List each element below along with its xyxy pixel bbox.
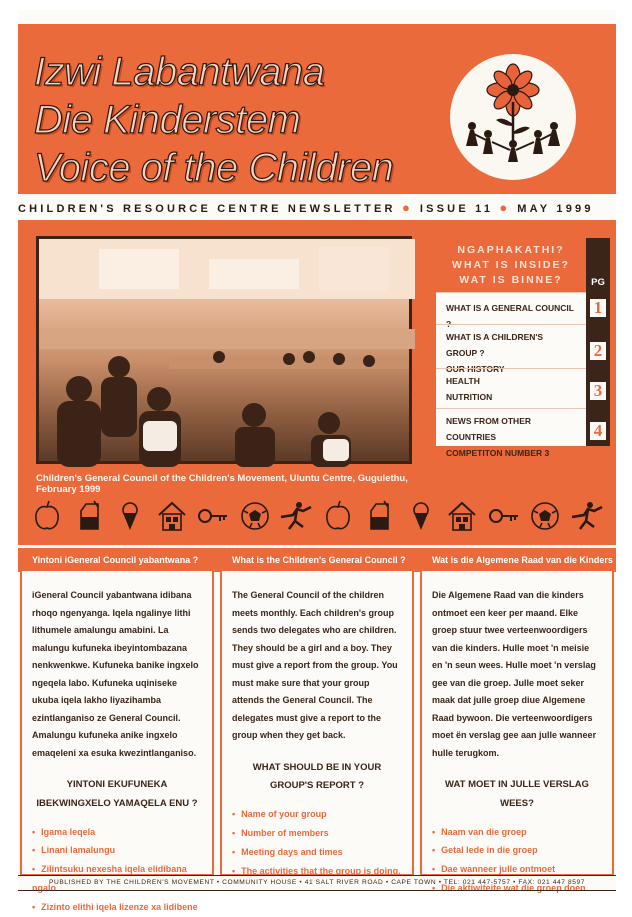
contents-box	[436, 238, 610, 459]
column-bullet-list	[32, 823, 202, 917]
contents-heading-english: WHAT IS INSIDE?	[452, 259, 570, 271]
list-item: • Die aktiwiteite wat die groep doen	[432, 879, 602, 898]
contents-item-label: WHAT IS A GENERAL COUNCIL ?	[446, 303, 574, 330]
house-icon	[155, 499, 189, 533]
publisher-footer: PUBLISHED BY THE CHILDREN'S MOVEMENT • COMMUNITY HOUSE • 41 SALT RIVER ROAD • CAPE TOWN • TEL: 021 447-5757 • FAX: 021 447 8597	[18, 875, 616, 891]
contents-heading-xhosa: NGAPHAKATHI?	[457, 244, 565, 256]
dancing-figure-icon	[570, 499, 604, 533]
list-item: • Getal lede in die groep	[432, 841, 602, 860]
newsletter-page	[18, 10, 616, 913]
title-line-english: Voice of the Children	[34, 146, 394, 190]
contents-page-number: 1	[590, 299, 606, 317]
contents-heading-afrikaans: WAT IS BINNE?	[459, 274, 563, 286]
masthead-subtitle	[18, 200, 616, 218]
photo-caption: Children's General Council of the Children's Movement, Uluntu Centre, Gugulethu, February 1999	[36, 473, 408, 495]
soccer-ball-icon	[528, 499, 562, 533]
contents-heading	[436, 238, 610, 292]
bullet-dot-icon: ●	[499, 200, 518, 215]
milk-carton-icon	[72, 499, 106, 533]
title-line-afrikaans: Die Kinderstem	[34, 98, 301, 142]
list-item: • Number of members	[232, 824, 402, 843]
contents-item-label: NUTRITION	[446, 392, 493, 403]
column-xhosa	[20, 571, 214, 913]
contents-item-label: OUR HISTORY	[446, 364, 505, 375]
list-item: • Linani lamalungu	[32, 841, 202, 860]
column-subheading: WAT MOET IN JULLE VERSLAG WEES?	[445, 779, 589, 809]
list-item: • Igama leqela	[32, 823, 202, 842]
ice-cream-icon	[404, 499, 438, 533]
issue-date: MAY 1999	[517, 203, 594, 215]
column-english	[220, 571, 414, 876]
key-icon	[196, 499, 230, 533]
apple-icon	[321, 499, 355, 533]
list-item: • Zilintsuku nexesha iqela elidibana ngalo	[32, 860, 202, 898]
newsletter-name: CHILDREN'S RESOURCE CENTRE NEWSLETTER	[18, 203, 396, 215]
icon-strip	[18, 494, 616, 538]
column-body: iGeneral Council yabantwana idibana rhoqo ngenyanga. Iqela ngalinye lithi lithumele amalungu amabini. La malungu kufuneka ibeyintombazana nenkwenkwe. Kufuneka banike ingxelo ngeqela labo. Kufuneka uqiniseke ukuba iqela lakho liyazihamba ezintlanganiso ze General Council. Amalungu kufuneka anike ingxelo emaqeleni xa esuka kwezintlanganiso.	[32, 590, 199, 758]
list-item: • Name of your group	[232, 805, 402, 824]
apple-icon	[30, 499, 64, 533]
contents-item[interactable]	[436, 292, 586, 330]
list-item: • Dae wanneer julle ontmoet	[432, 860, 602, 879]
ice-cream-icon	[113, 499, 147, 533]
contents-item[interactable]	[436, 408, 586, 459]
bullet-dot-icon: ●	[401, 200, 420, 215]
page-column-label: PG	[591, 277, 605, 288]
key-icon	[487, 499, 521, 533]
column-header-xhosa: Yintoni iGeneral Council yabantwana ?	[32, 555, 199, 565]
contents-page-number: 2	[590, 342, 606, 360]
contents-item[interactable]	[436, 324, 586, 375]
column-bullet-list	[232, 805, 402, 881]
column-header-afrikaans: Wat is die Algemene Raad van die Kinders	[432, 555, 613, 565]
contents-page-number: 4	[590, 422, 606, 440]
list-item: • The activities that the group is doing.	[232, 862, 402, 881]
list-item: • Naam van die groep	[432, 823, 602, 842]
contents-page-number: 3	[590, 382, 606, 400]
column-afrikaans	[420, 571, 614, 894]
masthead	[18, 24, 616, 194]
contents-item[interactable]	[436, 368, 586, 408]
column-body: Die Algemene Raad van die kinders ontmoet een keer per maand. Elke groep stuur twee verteenwoordigers van die kinders. Hulle moet 'n meisie en 'n seun wees. Hulle moet 'n verslag gee van die groep. Julle moet seker maak dat julle groep diue Algemene Raad bywoon. Die verteenwoordigers moet ën verslag gee aan julle wanneer hulle terugkom.	[432, 590, 597, 758]
column-body: The General Council of the children meets monthly. Each children's group sends two delegates who are children. They should be a girl and a boy. They must give a report from the group. You must make sure that your group attends the General Council. The delegates must give a report to the group when they get back.	[232, 590, 398, 741]
soccer-ball-icon	[238, 499, 272, 533]
council-meeting-photo	[36, 236, 412, 464]
column-subheading: WHAT SHOULD BE IN YOUR GROUP'S REPORT ?	[252, 761, 382, 791]
house-icon	[445, 499, 479, 533]
flower-with-dancing-children-icon	[450, 54, 576, 180]
list-item: • Zizinto elithi iqela lizenze xa lidibene	[32, 898, 202, 917]
column-header-english: What is the Children's General Council ?	[232, 555, 406, 565]
dancing-figure-icon	[279, 499, 313, 533]
issue-number: ISSUE 11	[419, 203, 494, 215]
contents-item-label: WHAT IS A CHILDREN'S GROUP ?	[446, 332, 544, 359]
milk-carton-icon	[362, 499, 396, 533]
list-item: • Meeting days and times	[232, 843, 402, 862]
column-subheading: YINTONI EKUFUNEKA IBEKWINGXELO YAMAQELA ENU ?	[36, 779, 198, 809]
title-line-xhosa: Izwi Labantwana	[34, 50, 325, 94]
contents-item-label: NEWS FROM OTHER COUNTRIES	[446, 416, 531, 443]
contents-item-label: HEALTH	[446, 376, 480, 386]
contents-item-label: COMPETITON NUMBER 3	[446, 448, 550, 459]
